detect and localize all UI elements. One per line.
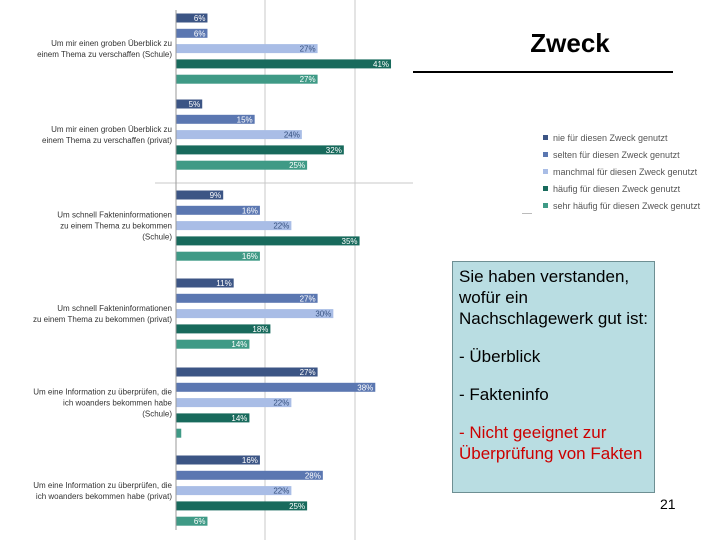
category-label: Um mir einen groben Überblick zu xyxy=(51,39,172,49)
bar-value-label: 27% xyxy=(299,368,316,377)
bar-value-label: 41% xyxy=(373,59,390,69)
bar-value-label: 16% xyxy=(241,252,258,262)
category-label: (Schule) xyxy=(142,409,172,419)
bar-value-label: 9% xyxy=(209,191,222,200)
bar-value-label: 25% xyxy=(289,501,306,511)
bar-value-label: 22% xyxy=(273,398,290,408)
legend-label: selten für diesen Zweck genutzt xyxy=(553,150,680,160)
bar-value-label: 16% xyxy=(241,206,258,216)
callout-item-facts: - Fakteninfo xyxy=(459,385,549,404)
legend-item-manchmal xyxy=(543,166,713,178)
callout-intro: Sie haben verstanden, wofür ein Nachschlagewerk gut ist: xyxy=(459,267,648,328)
bar xyxy=(176,145,344,154)
callout-item-overview: - Überblick xyxy=(459,347,541,366)
category-label: ich woanders bekommen habe (privat) xyxy=(35,492,172,502)
legend-swatch xyxy=(543,135,548,140)
bar xyxy=(176,309,333,318)
legend-swatch xyxy=(543,169,548,174)
bar-value-label: 15% xyxy=(236,115,253,125)
category-label: Um eine Information zu überprüfen, die xyxy=(33,387,172,397)
bar xyxy=(176,368,318,377)
category-label: ich woanders bekommen habe xyxy=(63,398,172,408)
bar xyxy=(176,294,318,303)
legend-item-nie xyxy=(543,132,713,144)
legend-divider xyxy=(522,213,532,214)
bar-value-label: 24% xyxy=(283,130,300,140)
legend-label: manchmal für diesen Zweck genutzt xyxy=(553,167,698,177)
bar-value-label: 6% xyxy=(193,517,206,527)
bar-value-label: 30% xyxy=(315,309,332,319)
category-label: Um schnell Fakteninformationen xyxy=(57,210,172,220)
bar-value-label: 11% xyxy=(216,279,232,288)
bar xyxy=(176,429,181,438)
legend xyxy=(543,132,713,217)
title-underline xyxy=(413,71,673,73)
category-label: zu einem Thema zu bekommen (privat) xyxy=(32,315,172,325)
bar-value-label: 14% xyxy=(231,340,248,350)
callout-warning: - Nicht geeignet zur Überprüfung von Fakten xyxy=(459,423,643,463)
bar-value-label: 22% xyxy=(273,486,290,496)
page-number: 21 xyxy=(660,496,676,512)
category-label: einem Thema zu verschaffen (Schule) xyxy=(37,50,172,60)
bar xyxy=(176,75,318,84)
bar xyxy=(176,383,375,392)
bar-value-label: 16% xyxy=(241,456,258,465)
bar xyxy=(176,59,391,68)
bar-value-label: 28% xyxy=(304,471,321,481)
bar-value-label: 22% xyxy=(273,221,290,231)
bar xyxy=(176,471,323,480)
chart-title: Zweck xyxy=(530,28,610,58)
legend-label: häufig für diesen Zweck genutzt xyxy=(553,184,681,194)
bar-value-label: 27% xyxy=(299,75,316,85)
bar xyxy=(176,236,360,245)
bar-value-label: 6% xyxy=(193,29,206,39)
bar-value-label: 27% xyxy=(299,44,316,54)
legend-label: sehr häufig für diesen Zweck genutzt xyxy=(553,201,701,211)
legend-swatch xyxy=(543,152,548,157)
legend-item-haeufig xyxy=(543,183,713,195)
category-label: Um mir einen groben Überblick zu xyxy=(51,125,172,135)
bar-value-label: 38% xyxy=(357,383,374,393)
bar-value-label: 5% xyxy=(188,100,201,109)
bar-value-label: 14% xyxy=(231,413,248,423)
category-label: Um eine Information zu überprüfen, die xyxy=(33,481,172,491)
legend-item-selten xyxy=(543,149,713,161)
bar-value-label: 35% xyxy=(341,236,358,246)
bar-value-label: 25% xyxy=(289,161,306,171)
summary-callout xyxy=(452,261,655,493)
legend-item-sehr-haeufig xyxy=(543,200,713,212)
bar-value-label: 18% xyxy=(252,324,269,334)
category-label: (Schule) xyxy=(142,232,172,242)
legend-swatch xyxy=(543,203,548,208)
legend-label: nie für diesen Zweck genutzt xyxy=(553,133,668,143)
category-label: einem Thema zu verschaffen (privat) xyxy=(42,136,172,146)
bar-value-label: 6% xyxy=(193,14,206,23)
legend-swatch xyxy=(543,186,548,191)
bar-value-label: 32% xyxy=(325,145,342,155)
bar-value-label: 27% xyxy=(299,294,316,304)
bar xyxy=(176,501,307,510)
bar xyxy=(176,161,307,170)
category-label: Um schnell Fakteninformationen xyxy=(57,304,172,314)
bar xyxy=(176,44,318,53)
category-label: zu einem Thema zu bekommen xyxy=(60,221,172,231)
